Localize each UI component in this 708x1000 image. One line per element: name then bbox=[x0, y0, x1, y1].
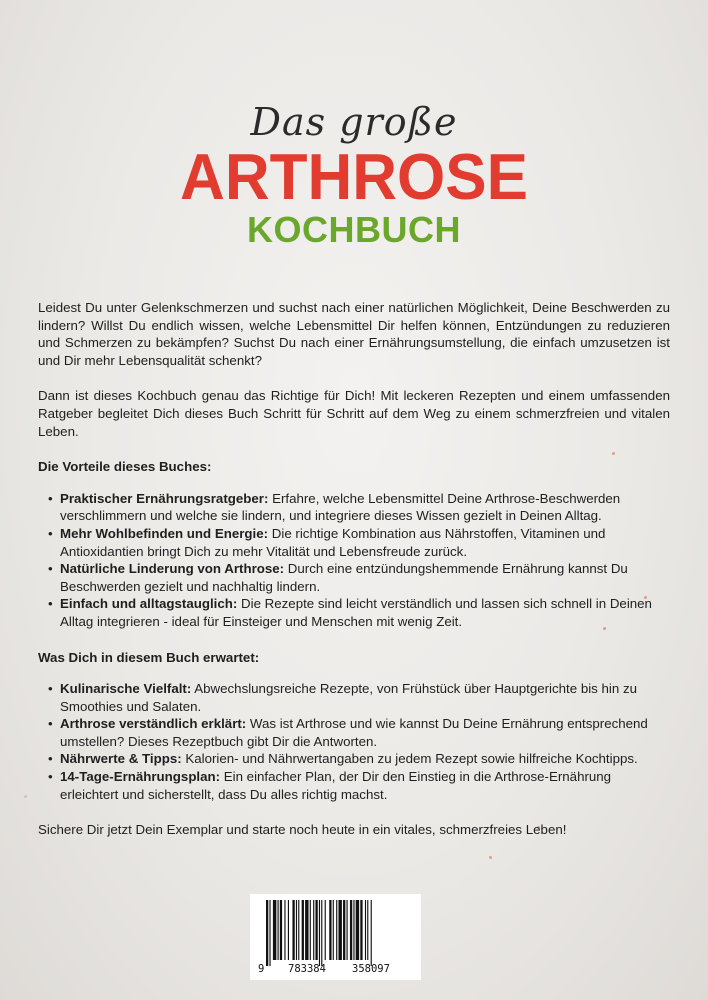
intro-paragraph-2: Dann ist dieses Kochbuch genau das Richtige für Dich! Mit leckeren Rezepten und einem umfassenden Ratgeber begleitet Dich dieses Buch Schritt für Schritt auf dem Weg zu einem schmerzfreien und vitalen Leben. bbox=[38, 388, 670, 439]
list-item-title: Einfach und alltagstauglich: bbox=[60, 596, 238, 612]
intro-paragraph-1: Leidest Du unter Gelenkschmerzen und suchst nach einer natürlichen Möglichkeit, Deine Beschwerden zu lindern? Willst Du endlich wissen, welche Lebensmittel Dir helfen können, Entzündungen zu reduzieren und Schmerzen zu bekämpfen? Suchst Du nach einer Ernährungsumstellung, die einfach umzusetzen ist und Dir mehr Lebensqualität schenkt? bbox=[38, 300, 670, 368]
list-item bbox=[48, 750, 670, 768]
list-item-title: Nährwerte & Tipps: bbox=[60, 751, 182, 767]
isbn-barcode bbox=[250, 894, 421, 980]
list-item bbox=[48, 595, 670, 630]
list-item-title: Praktischer Ernährungsratgeber: bbox=[60, 490, 269, 506]
barcode-digit-first: 9 bbox=[258, 963, 265, 975]
barcode-bars-icon bbox=[250, 894, 421, 980]
list-item-text: Kalorien- und Nährwertangaben zu jedem Rezept sowie hilfreiche Kochtipps. bbox=[181, 751, 638, 767]
list-item-text: Die Rezepte sind leicht verständlich und lassen sich schnell in Deinen Alltag integrieren - ideal für Einsteiger und Menschen mit wenig Zeit. bbox=[60, 596, 652, 629]
list-item-title: Arthrose verständlich erklärt: bbox=[60, 716, 247, 732]
background-speck bbox=[489, 856, 492, 859]
title-line-2: ARTHROSE bbox=[180, 141, 528, 214]
barcode-group-right: 358097 bbox=[352, 963, 390, 975]
list-item-title: Mehr Wohlbefinden und Energie: bbox=[60, 525, 269, 541]
benefits-list bbox=[38, 490, 670, 631]
expect-list bbox=[38, 680, 670, 803]
list-item-text: Die richtige Kombination aus Nährstoffen, Vitaminen und Antioxidantien bringt Dich zu mehr Vitalität und Lebensfreude zurück. bbox=[60, 525, 606, 559]
list-item-text: Was ist Arthrose und wie kannst Du Deine Ernährung entsprechend umstellen? Dieses Rezeptbuch gibt Dir die Antworten. bbox=[60, 716, 648, 749]
list-item-text: Ein einfacher Plan, der Dir den Einstieg in die Arthrose-Ernährung erleichtert und sicherstellt, dass Du alles richtig machst. bbox=[60, 769, 612, 802]
title-line-1: Das große bbox=[250, 100, 458, 144]
list-item bbox=[48, 715, 670, 750]
list-item-title: Natürliche Linderung von Arthrose: bbox=[60, 561, 285, 577]
list-item bbox=[48, 490, 670, 525]
list-item bbox=[48, 680, 670, 715]
list-item bbox=[48, 768, 670, 803]
background-speck bbox=[24, 795, 27, 798]
list-item-text: Erfahre, welche Lebensmittel Deine Arthrose-Beschwerden verschlimmern und welche sie lindern, und integriere dieses Wissen gezielt in Deinen Alltag. bbox=[60, 490, 621, 524]
closing-sentence: Sichere Dir jetzt Dein Exemplar und starte noch heute in ein vitales, schmerzfreies Leben! bbox=[38, 822, 567, 838]
list-item-title: 14-Tage-Ernährungsplan: bbox=[60, 769, 221, 785]
expect-heading: Was Dich in diesem Buch erwartet: bbox=[38, 649, 260, 665]
blurb-text bbox=[38, 299, 670, 839]
list-item bbox=[48, 525, 670, 560]
list-item-text: Abwechslungsreiche Rezepte, von Frühstück über Hauptgerichte bis hin zu Smoothies und Salaten. bbox=[60, 681, 637, 714]
benefits-heading: Die Vorteile dieses Buches: bbox=[38, 459, 212, 475]
list-item-title: Kulinarische Vielfalt: bbox=[60, 681, 192, 697]
book-title bbox=[0, 100, 708, 250]
list-item-text: Durch eine entzündungshemmende Ernährung kannst Du Beschwerden gezielt und nachhaltig lindern. bbox=[60, 561, 628, 594]
barcode-group-left: 783384 bbox=[288, 963, 326, 975]
title-line-3: KOCHBUCH bbox=[247, 209, 461, 250]
list-item bbox=[48, 560, 670, 595]
